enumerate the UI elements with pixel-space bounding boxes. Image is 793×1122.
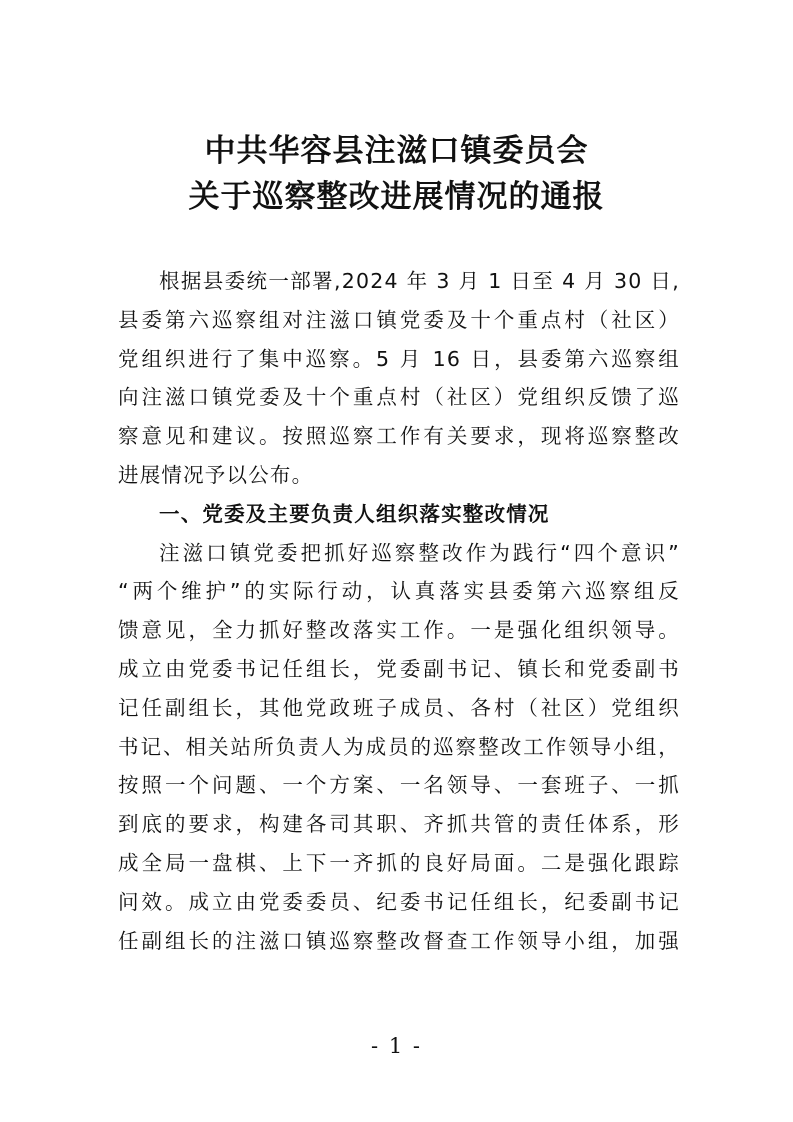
- paragraph2-line: 问效。成立由党委委员、纪委书记任组长，纪委副书记: [118, 889, 680, 914]
- paragraph1-line: 县委第六巡察组对注滋口镇党委及十个重点村（社区）: [118, 307, 680, 332]
- paragraph2-line: 记任副组长，其他党政班子成员、各村（社区）党组织: [118, 695, 680, 720]
- paragraph2-line: 成立由党委书记任组长，党委副书记、镇长和党委副书: [118, 656, 680, 681]
- paragraph1-line: 进展情况予以公布。: [118, 462, 314, 487]
- paragraph2-line: “两个维护”的实际行动，认真落实县委第六巡察组反: [118, 579, 680, 604]
- paragraph2-line: 按照一个问题、一个方案、一名领导、一套班子、一抓: [118, 773, 680, 798]
- paragraph1-line: 向注滋口镇党委及十个重点村（社区）党组织反馈了巡: [118, 385, 680, 410]
- paragraph1-line: 根据县委统一部署,2024 年 3 月 1 日至 4 月 30 日,: [159, 269, 680, 293]
- paragraph2-line: 书记、相关站所负责人为成员的巡察整改工作领导小组，: [118, 734, 680, 759]
- paragraph2-line: 馈意见，全力抓好整改落实工作。一是强化组织领导。: [118, 618, 680, 643]
- title-line-2: 关于巡察整改进展情况的通报: [188, 179, 605, 215]
- paragraph1-line: 察意见和建议。按照巡察工作有关要求，现将巡察整改: [118, 424, 680, 449]
- paragraph1-line: 党组织进行了集中巡察。5 月 16 日，县委第六巡察组: [118, 346, 680, 371]
- document-title: [0, 128, 793, 220]
- paragraph2-line: 成全局一盘棋、上下一齐抓的良好局面。二是强化跟踪: [118, 850, 680, 875]
- paragraph2-line: 任副组长的注滋口镇巡察整改督查工作领导小组，加强: [118, 928, 680, 953]
- paragraph2-line: 注滋口镇党委把抓好巡察整改作为践行“四个意识”: [159, 540, 680, 565]
- title-line-1: 中共华容县注滋口镇委员会: [204, 133, 589, 169]
- document-body: [118, 262, 680, 960]
- section1-heading: 一、党委及主要负责人组织落实整改情况: [159, 501, 550, 526]
- paragraph2-line: 到底的要求，构建各司其职、齐抓共管的责任体系，形: [118, 812, 680, 837]
- page-number: - 1 -: [371, 1034, 422, 1058]
